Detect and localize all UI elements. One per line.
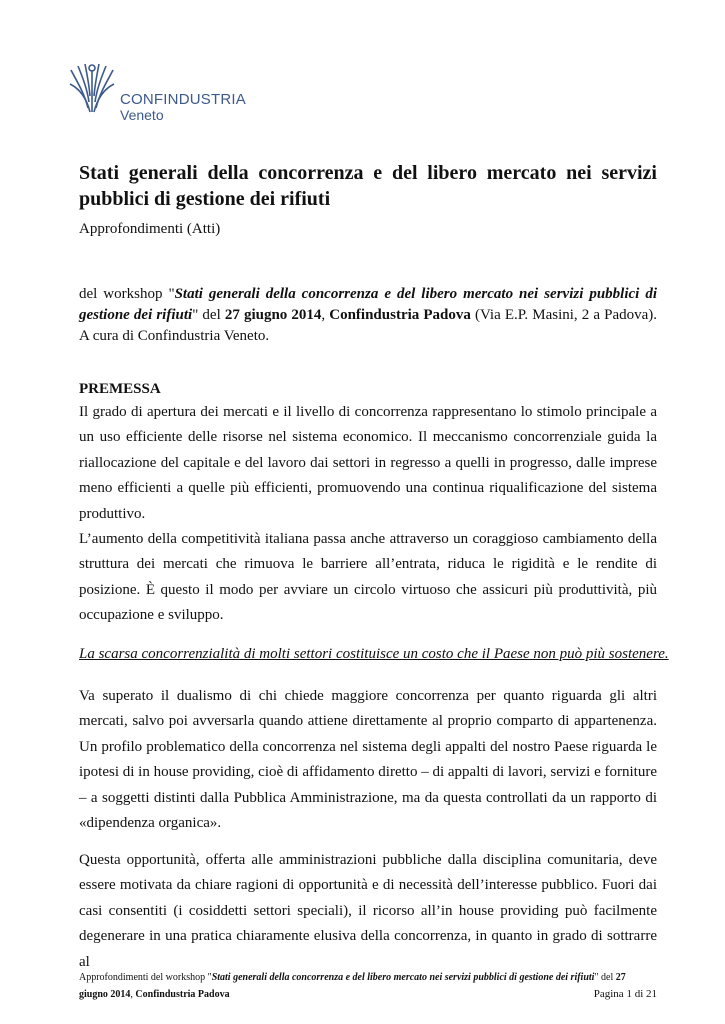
confindustria-logo	[68, 58, 248, 122]
document-title: Stati generali della concorrenza e del libero mercato nei servizi pubblici di gestione dei rifiuti	[79, 162, 657, 210]
footer-text	[79, 969, 657, 1003]
body-paragraph: L’aumento della competitività italiana passa anche attraverso un coraggioso cambiamento della struttura dei mercati che rimuova le barriere all’entrata, riduca le rigidità e le rendite di posizione. È questo il modo per avviare un circolo virtuoso che assicuri più produttività, più occupazione e sviluppo.	[79, 531, 657, 624]
page-number: Pagina 1 di 21	[593, 988, 657, 1000]
intro-prefix: del workshop "	[79, 286, 175, 302]
body-paragraph: Il grado di apertura dei mercati e il livello di concorrenza rappresentano lo stimolo principale a un uso efficiente delle risorse nel sistema economico. Il meccanismo concorrenziale guida la riallocazione del capitale e del lavoro dai settori in regresso a quelli in progresso, dalle imprese meno efficienti a quelle più efficienti, promuovendo una continua riqualificazione del sistema produttivo.	[79, 404, 657, 522]
emphasis-note: La scarsa concorrenzialità di molti settori costituisce un costo che il Paese non può più sostenere.	[79, 646, 669, 662]
section-heading: PREMESSA	[79, 381, 161, 397]
intro-venue: Confindustria Padova	[329, 307, 471, 323]
intro-date: 27 giugno 2014	[224, 307, 322, 323]
eagle-emblem-icon	[68, 62, 116, 114]
footer-comma: ,	[130, 989, 136, 1000]
intro-suffix: (Via E.P. Masini, 2 a Padova). A cura di Confindustria Veneto.	[79, 307, 658, 344]
document-subtitle: Approfondimenti (Atti)	[79, 221, 221, 237]
body-paragraph: Questa opportunità, offerta alle amministrazioni pubbliche dalla disciplina comunitaria, deve essere motivata da chiare ragioni di opportunità e di necessità dell’interesse pubblico. Fuori dai casi consentiti (i cosiddetti settori speciali), il ricorso all’in house providing può facilmente degenerare in una pratica chiaramente elusiva della concorrenza, in quanto in grado di sottrarre al	[79, 852, 657, 970]
body-paragraph: Va superato il dualismo di chi chiede maggiore concorrenza per quanto riguarda gli altri mercati, salvo poi avversarla quando attiene direttamente al proprio comparto di appartenenza. Un profilo problematico della concorrenza nel sistema degli appalti del nostro Paese riguarda le ipotesi di in house providing, cioè di affidamento diretto – di appalti di lavori, servizi e forniture – a soggetti distinti dalla Pubblica Amministrazione, ma da questa controllati da un rapporto di «dipendenza organica».	[79, 688, 657, 832]
footer-prefix: Approfondimenti del workshop "	[79, 972, 212, 983]
logo-name: CONFINDUSTRIA	[120, 91, 246, 108]
logo-region: Veneto	[120, 107, 164, 123]
footer-venue: Confindustria Padova	[135, 989, 230, 1000]
footer-date: 27 giugno 2014	[79, 972, 626, 1000]
intro-comma: ,	[321, 307, 330, 323]
intro-mid: " del	[192, 307, 225, 323]
footer-workshop-title: Stati generali della concorrenza e del libero mercato nei servizi pubblici di gestione dei rifiuti	[211, 972, 595, 983]
intro-paragraph	[79, 284, 657, 347]
footer-mid: " del	[594, 972, 616, 983]
page-footer	[79, 969, 657, 1003]
intro-workshop-title: Stati generali della concorrenza e del libero mercato nei servizi pubblici di gestione dei rifiuti	[79, 286, 657, 323]
